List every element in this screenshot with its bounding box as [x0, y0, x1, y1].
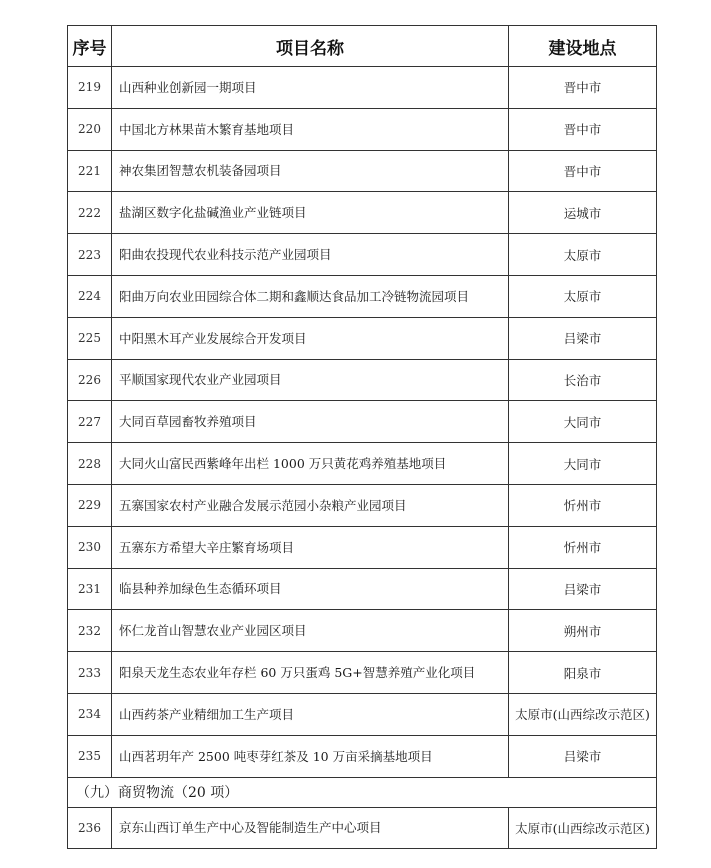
- table-row: [68, 317, 657, 359]
- row-location: 晋中市: [509, 150, 657, 192]
- row-num: 231: [68, 568, 112, 610]
- section-title: （九）商贸物流（20 项）: [68, 777, 657, 807]
- row-name: 山西药茶产业精细加工生产项目: [112, 693, 509, 735]
- row-location: 太原市(山西综改示范区): [509, 807, 657, 849]
- project-table: [67, 25, 657, 849]
- row-num: 225: [68, 317, 112, 359]
- table-row: [68, 568, 657, 610]
- row-name: 中阳黑木耳产业发展综合开发项目: [112, 317, 509, 359]
- table-row: [68, 401, 657, 443]
- row-num: 224: [68, 275, 112, 317]
- row-name: 临县种养加绿色生态循环项目: [112, 568, 509, 610]
- row-num: 236: [68, 807, 112, 849]
- row-location: 大同市: [509, 401, 657, 443]
- row-num: 220: [68, 108, 112, 150]
- row-name: 平顺国家现代农业产业园项目: [112, 359, 509, 401]
- table-row: [68, 108, 657, 150]
- row-name: 大同火山富民西紫峰年出栏 1000 万只黄花鸡养殖基地项目: [112, 443, 509, 485]
- row-num: 221: [68, 150, 112, 192]
- section-row: [68, 777, 657, 807]
- row-name: 怀仁龙首山智慧农业产业园区项目: [112, 610, 509, 652]
- row-num: 227: [68, 401, 112, 443]
- row-name: 京东山西订单生产中心及智能制造生产中心项目: [112, 807, 509, 849]
- row-name: 神农集团智慧农机装备园项目: [112, 150, 509, 192]
- row-num: 228: [68, 443, 112, 485]
- table-row: [68, 192, 657, 234]
- row-name: 阳泉天龙生态农业年存栏 60 万只蛋鸡 5G+智慧养殖产业化项目: [112, 652, 509, 694]
- row-name: 五寨国家农村产业融合发展示范园小杂粮产业园项目: [112, 484, 509, 526]
- table-row: [68, 526, 657, 568]
- table-header-row: [68, 26, 657, 67]
- row-location: 忻州市: [509, 526, 657, 568]
- row-location: 太原市: [509, 275, 657, 317]
- row-num: 223: [68, 234, 112, 276]
- row-location: 太原市: [509, 234, 657, 276]
- row-location: 晋中市: [509, 67, 657, 109]
- row-name: 阳曲农投现代农业科技示范产业园项目: [112, 234, 509, 276]
- row-location: 吕梁市: [509, 317, 657, 359]
- row-num: 219: [68, 67, 112, 109]
- header-location: 建设地点: [509, 26, 657, 67]
- row-num: 233: [68, 652, 112, 694]
- row-num: 226: [68, 359, 112, 401]
- row-location: 大同市: [509, 443, 657, 485]
- header-name: 项目名称: [112, 26, 509, 67]
- table-row: [68, 67, 657, 109]
- table-row: [68, 150, 657, 192]
- row-name: 五寨东方希望大辛庄繁育场项目: [112, 526, 509, 568]
- table-row: [68, 275, 657, 317]
- table-row: [68, 610, 657, 652]
- row-num: 235: [68, 735, 112, 777]
- table-row: [68, 359, 657, 401]
- table-row: [68, 735, 657, 777]
- row-name: 盐湖区数字化盐碱渔业产业链项目: [112, 192, 509, 234]
- row-num: 222: [68, 192, 112, 234]
- header-num: 序号: [68, 26, 112, 67]
- row-location: 太原市(山西综改示范区): [509, 693, 657, 735]
- row-num: 234: [68, 693, 112, 735]
- row-num: 230: [68, 526, 112, 568]
- table-row: [68, 234, 657, 276]
- row-location: 吕梁市: [509, 568, 657, 610]
- row-location: 朔州市: [509, 610, 657, 652]
- row-num: 232: [68, 610, 112, 652]
- table-row: [68, 443, 657, 485]
- row-location: 阳泉市: [509, 652, 657, 694]
- row-location: 长治市: [509, 359, 657, 401]
- row-name: 阳曲万向农业田园综合体二期和鑫顺达食品加工冷链物流园项目: [112, 275, 509, 317]
- row-location: 晋中市: [509, 108, 657, 150]
- table-row: [68, 693, 657, 735]
- row-location: 吕梁市: [509, 735, 657, 777]
- row-name: 大同百草园畜牧养殖项目: [112, 401, 509, 443]
- row-location: 忻州市: [509, 484, 657, 526]
- row-name: 山西种业创新园一期项目: [112, 67, 509, 109]
- row-num: 229: [68, 484, 112, 526]
- row-name: 山西茗玥年产 2500 吨枣芽红茶及 10 万亩采摘基地项目: [112, 735, 509, 777]
- table-row: [68, 484, 657, 526]
- table-row: [68, 652, 657, 694]
- row-location: 运城市: [509, 192, 657, 234]
- table-row: [68, 807, 657, 849]
- row-name: 中国北方林果苗木繁育基地项目: [112, 108, 509, 150]
